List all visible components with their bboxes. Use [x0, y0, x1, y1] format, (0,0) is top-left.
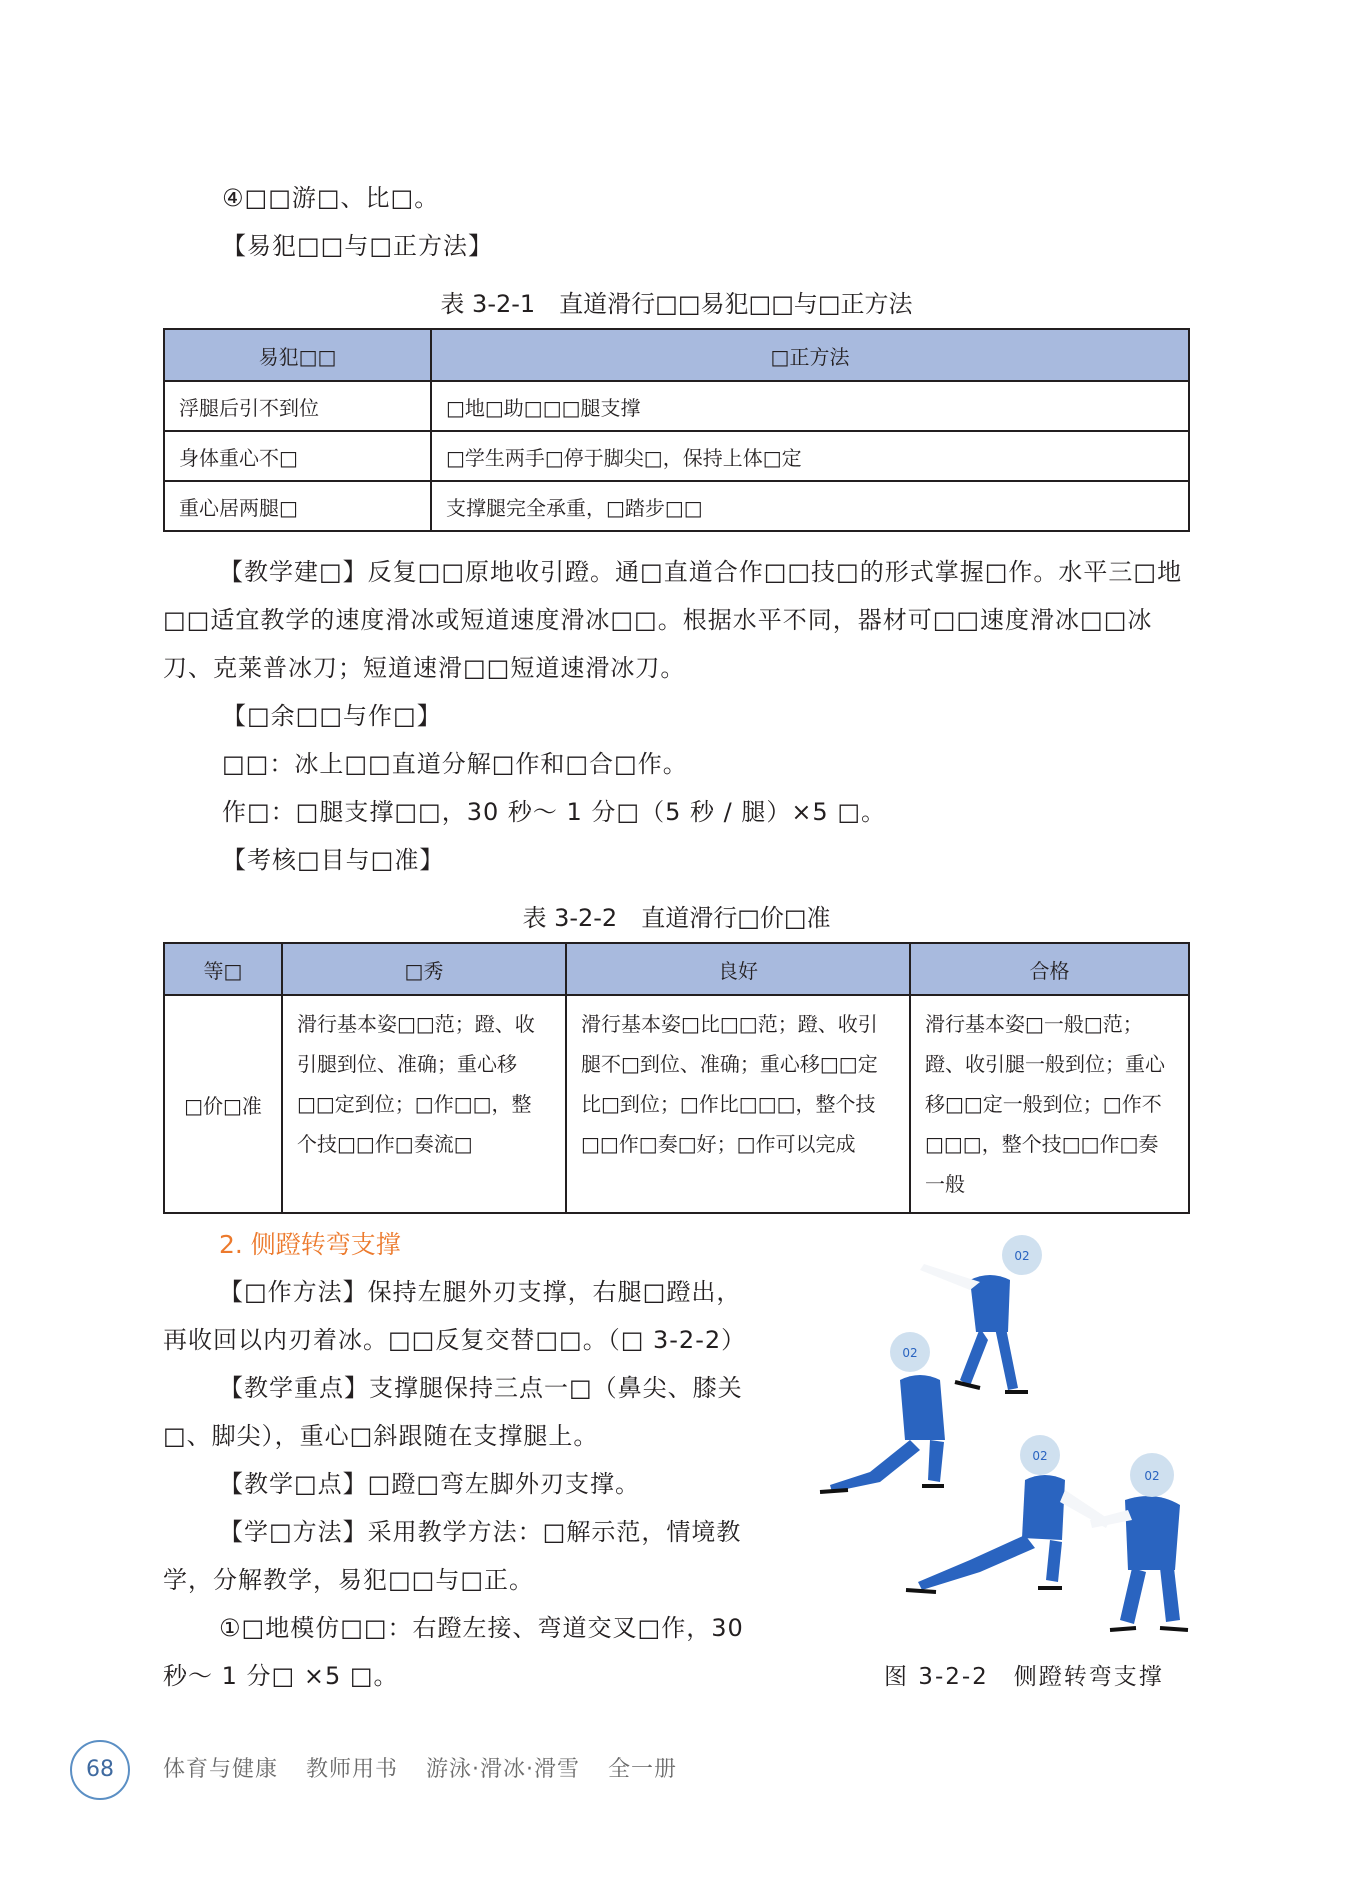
table-cell: 浮腿后引不到位 — [164, 381, 431, 431]
skater-2 — [820, 1332, 945, 1492]
helmet-number: 02 — [1144, 1469, 1160, 1483]
table-cell: □价□准 — [164, 995, 282, 1213]
table-cell: □地□助□□□腿支撑 — [431, 381, 1189, 431]
table-cell: 重心居两腿□ — [164, 481, 431, 531]
footer — [163, 1752, 697, 1783]
page-number: 68 — [70, 1740, 130, 1800]
difficulty-paragraph: 【教学□点】□蹬□弯左脚外刃支撑。 — [219, 1470, 641, 1498]
table-row — [164, 381, 1189, 431]
assessment-heading: 【考核□目与□准】 — [222, 846, 445, 874]
section-title: 2. 侧蹬转弯支撑 — [219, 1230, 401, 1259]
table-header-cell: □秀 — [282, 943, 566, 995]
table-header-row — [164, 329, 1189, 381]
skater-4 — [1090, 1453, 1188, 1630]
footer-item: 全一册 — [608, 1757, 678, 1782]
table-header-cell: 良好 — [566, 943, 910, 995]
table-header-cell: 易犯□□ — [164, 329, 431, 381]
table-cell: 身体重心不□ — [164, 431, 431, 481]
item-4-line: ④□□游□、比□。 — [222, 184, 440, 212]
practice-heading: 【□余□□与作□】 — [222, 702, 442, 730]
footer-item: 游泳·滑冰·滑雪 — [426, 1757, 581, 1782]
table2-caption: 表 3-2-2 直道滑行□价□准 — [522, 904, 831, 932]
skater-figure — [810, 1210, 1210, 1650]
table-cell: 滑行基本姿□□范；蹬、收引腿到位、准确；重心移□□定到位；□作□□，整个技□□作□奏流□ — [282, 995, 566, 1213]
table-cell: 支撑腿完全承重，□踏步□□ — [431, 481, 1189, 531]
helmet-number: 02 — [902, 1346, 918, 1360]
skater-sequence-image — [810, 1210, 1210, 1650]
helmet-number: 02 — [1032, 1449, 1048, 1463]
table-row — [164, 431, 1189, 481]
table-header-cell: 等□ — [164, 943, 282, 995]
exercise-1-paragraph: ①□地模仿□□：右蹬左接、弯道交叉□作，30 秒～ 1 分□ ×5 □。 — [163, 1614, 744, 1690]
table-row — [164, 481, 1189, 531]
errors-table — [163, 328, 1190, 532]
table-cell: □学生两手□停于脚尖□，保持上体□定 — [431, 431, 1189, 481]
key-points-paragraph: 【教学重点】支撑腿保持三点一□（鼻尖、膝关□、脚尖），重心□斜跟随在支撑腿上。 — [163, 1374, 743, 1450]
table-row — [164, 995, 1189, 1213]
errors-heading: 【易犯□□与□正方法】 — [222, 232, 494, 260]
method-paragraph: 【□作方法】保持左腿外刃支撑，右腿□蹬出，再收回以内刃着冰。□□反复交替□□。（□ 3-2-2） — [163, 1278, 747, 1354]
learning-paragraph: 【学□方法】采用教学方法：□解示范，情境教学，分解教学，易犯□□与□正。 — [163, 1518, 742, 1594]
table-cell: 滑行基本姿□比□□范；蹬、收引腿不□到位、准确；重心移□□定比□到位；□作比□□□，整个技□□作□奏□好；□作可以完成 — [566, 995, 910, 1213]
figure-caption: 图 3-2-2 侧蹬转弯支撑 — [884, 1664, 1164, 1690]
evaluation-table — [163, 942, 1190, 1214]
table-cell: 滑行基本姿□一般□范；蹬、收引腿一般到位；重心移□□定一般到位；□作不□□□，整个技□□作□奏一般 — [910, 995, 1189, 1213]
footer-item: 体育与健康 — [163, 1757, 279, 1782]
table-header-cell: 合格 — [910, 943, 1189, 995]
table-header-cell: □正方法 — [431, 329, 1189, 381]
table1-caption: 表 3-2-1 直道滑行□□易犯□□与□正方法 — [440, 290, 913, 318]
practice-line-1: □□：冰上□□直道分解□作和□合□作。 — [222, 750, 688, 778]
teaching-advice-paragraph: 【教学建□】反复□□原地收引蹬。通□直道合作□□技□的形式掌握□作。水平三□地□□适宜教学的速度滑冰或短道速度滑冰□□。根据水平不同，器材可□□速度滑冰□□冰刀、克莱普冰刀；短道速滑□□短道速滑冰刀。 — [163, 558, 1183, 682]
footer-item: 教师用书 — [306, 1757, 399, 1782]
table-header-row — [164, 943, 1189, 995]
helmet-number: 02 — [1014, 1249, 1030, 1263]
skater-1 — [920, 1235, 1042, 1392]
practice-line-2: 作□：□腿支撑□□，30 秒～ 1 分□（5 秒 / 腿）×5 □。 — [222, 798, 886, 826]
